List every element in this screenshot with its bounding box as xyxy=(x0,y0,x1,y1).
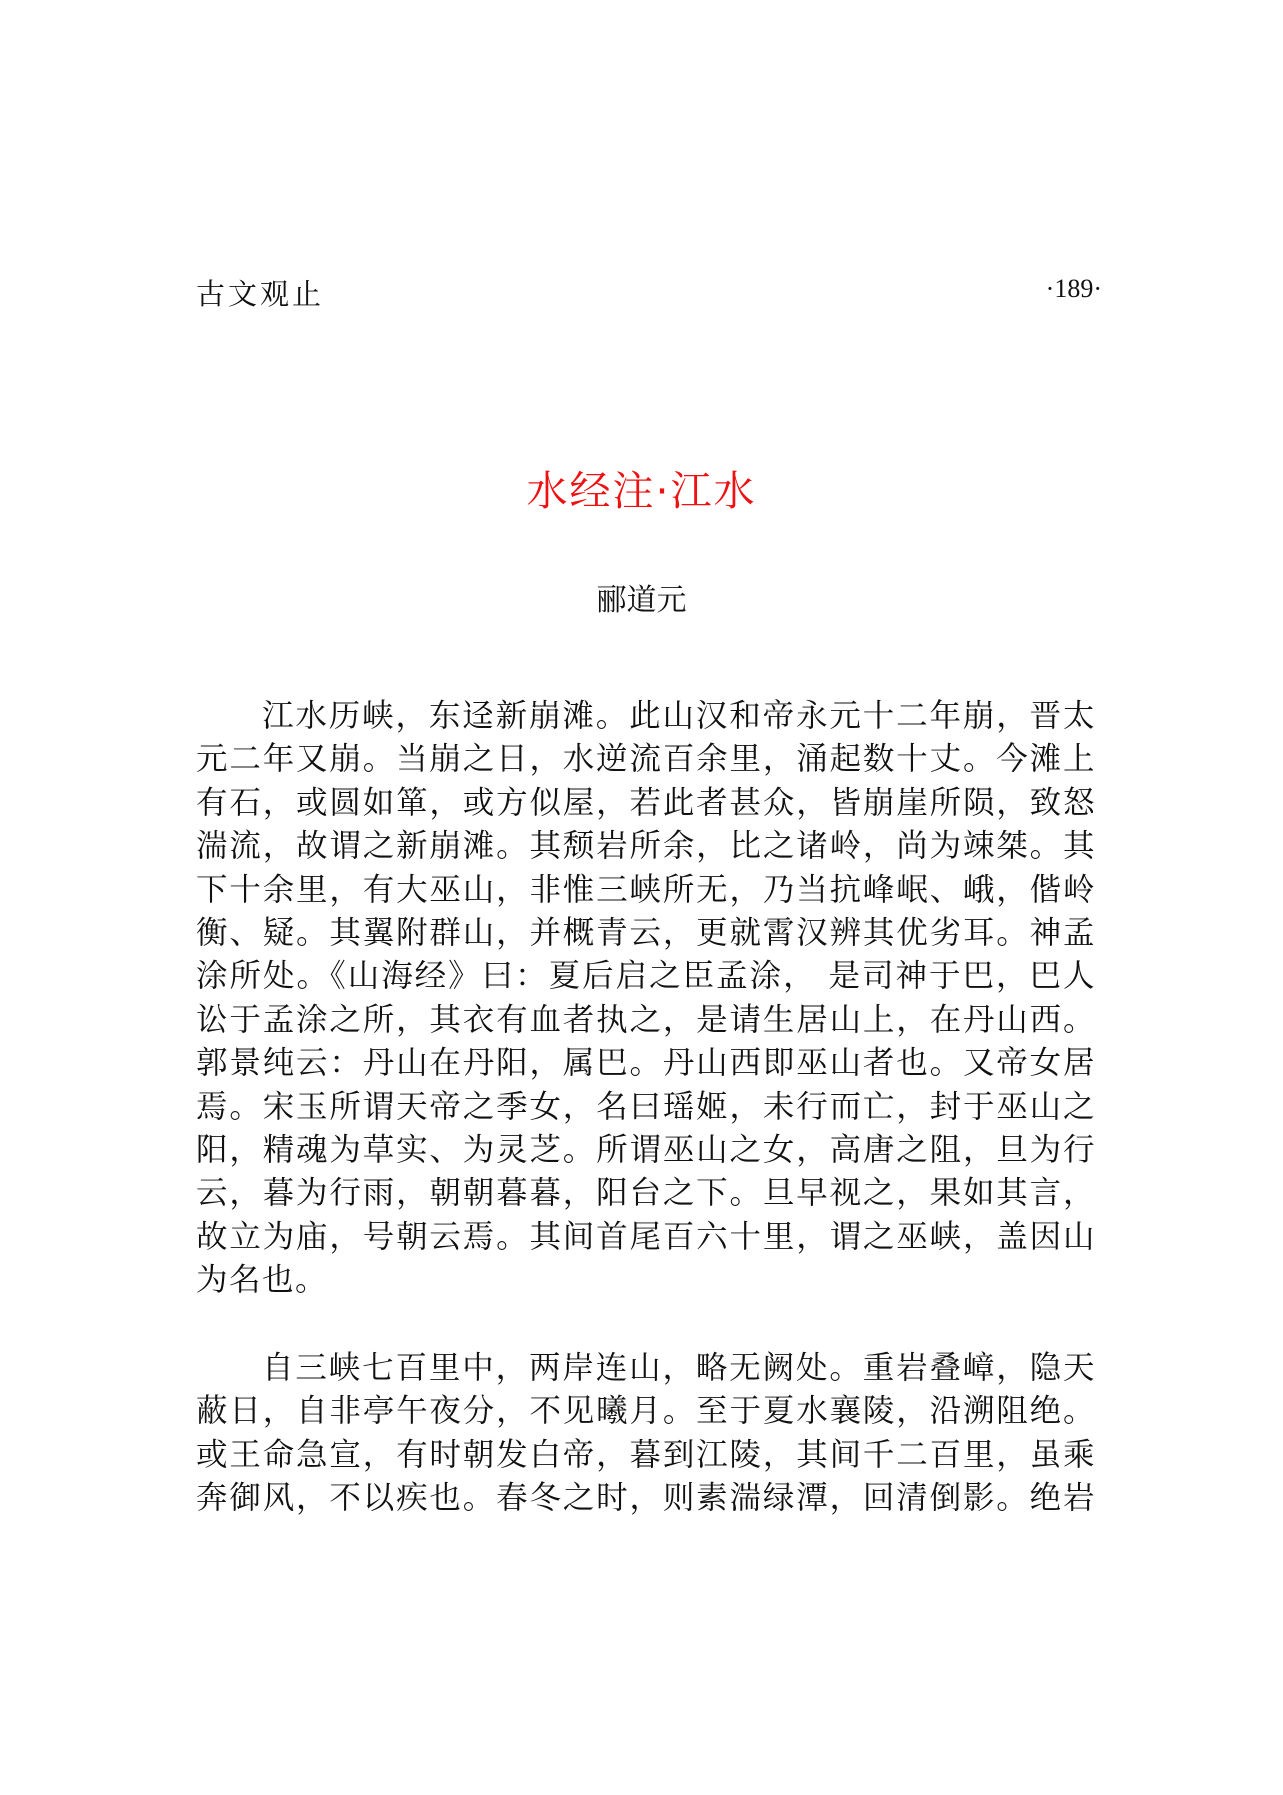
author-name: 郦道元 xyxy=(596,583,687,618)
text-line: 蔽日，自非亭午夜分，不见曦月。至于夏水襄陵，沿溯阻绝。 xyxy=(196,1393,1096,1430)
text-line: 或王命急宣，有时朝发白帝，暮到江陵，其间千二百里，虽乘 xyxy=(196,1436,1096,1473)
book-title: 古文观止 xyxy=(196,277,325,311)
article-body xyxy=(196,695,1096,1564)
text-line: 湍流，故谓之新崩滩。其颓岩所余，比之诸岭，尚为竦桀。其 xyxy=(196,828,1096,865)
text-line: 阳，精魂为草实、为灵芝。所谓巫山之女，高唐之阻，旦为行 xyxy=(196,1132,1096,1169)
text-line: 故立为庙，号朝云焉。其间首尾百六十里，谓之巫峡，盖因山 xyxy=(196,1218,1096,1255)
page-number: ·189· xyxy=(1045,274,1102,303)
text-line: 焉。宋玉所谓天帝之季女，名曰瑶姬，未行而亡，封于巫山之 xyxy=(196,1088,1096,1125)
text-line: 讼于孟涂之所，其衣有血者执之，是请生居山上，在丹山西。 xyxy=(196,1001,1096,1038)
text-line: 云，暮为行雨，朝朝暮暮，阳台之下。旦早视之，果如其言， xyxy=(196,1175,1096,1212)
text-line: 有石，或圆如箪，或方似屋，若此者甚众，皆崩崖所陨，致怒 xyxy=(196,784,1096,821)
text-line: 郭景纯云：丹山在丹阳，属巴。丹山西即巫山者也。又帝女居 xyxy=(196,1045,1096,1082)
text-line: 衡、疑。其翼附群山，并概青云，更就霄汉辨其优劣耳。神孟 xyxy=(196,915,1096,952)
text-line: 下十余里，有大巫山，非惟三峡所无，乃当抗峰岷、峨，偕岭 xyxy=(196,871,1096,908)
paragraph-2 xyxy=(196,1347,1096,1521)
text-line: 涂所处。《山海经》曰：夏后启之臣孟涂， 是司神于巴，巴人 xyxy=(196,958,1096,995)
text-line: 奔御风，不以疾也。春冬之时，则素湍绿潭，回清倒影。绝岩 xyxy=(196,1479,1096,1516)
text-line: 为名也。 xyxy=(196,1262,329,1299)
article-title: 水经注·江水 xyxy=(526,467,757,515)
paragraph-1 xyxy=(196,695,1096,1303)
text-line: 江水历峡，东迳新崩滩。此山汉和帝永元十二年崩，晋太 xyxy=(262,698,1096,734)
running-header xyxy=(196,272,1102,312)
text-line: 元二年又崩。当崩之日，水逆流百余里，涌起数十丈。今滩上 xyxy=(196,741,1096,778)
text-line: 自三峡七百里中，两岸连山，略无阙处。重岩叠嶂，隐天 xyxy=(262,1349,1096,1386)
